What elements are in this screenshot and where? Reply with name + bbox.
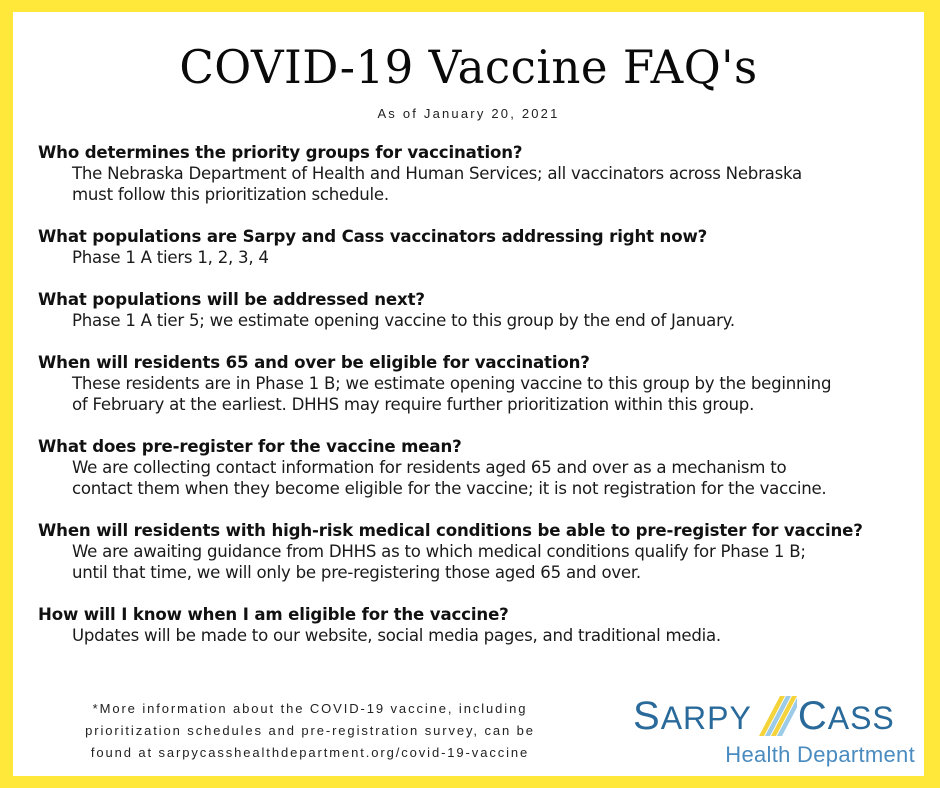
- answer-line: Phase 1 A tier 5; we estimate opening vaccine to this group by the end of January.: [72, 311, 735, 330]
- faq-answer: [38, 625, 918, 646]
- logo-word-sarpy: [633, 694, 752, 740]
- faq-question: What populations are Sarpy and Cass vaccinators addressing right now?: [38, 227, 708, 246]
- faq-item: [38, 226, 918, 268]
- answer-line: These residents are in Phase 1 B; we estimate opening vaccine to this group by the beginning: [72, 374, 832, 393]
- faq-answer: [38, 457, 918, 499]
- answer-line: The Nebraska Department of Health and Human Services; all vaccinators across Nebraska: [72, 164, 802, 183]
- answer-line: We are collecting contact information for residents aged 65 and over as a mechanism to: [72, 458, 787, 477]
- faq-item: [38, 352, 918, 415]
- faq-question: When will residents with high-risk medical conditions be able to pre-register for vaccine?: [38, 521, 863, 540]
- faq-question: What does pre-register for the vaccine mean?: [38, 437, 462, 456]
- as-of-date: As of January 20, 2021: [377, 106, 560, 121]
- faq-question: How will I know when I am eligible for the vaccine?: [38, 605, 509, 624]
- sarpy-cass-logo: [633, 692, 915, 772]
- double-slash-icon: [753, 696, 797, 736]
- faq-item: [38, 142, 918, 205]
- faq-question: When will residents 65 and over be eligible for vaccination?: [38, 353, 590, 372]
- answer-line: Updates will be made to our website, social media pages, and traditional media.: [72, 626, 721, 645]
- answer-line: contact them when they become eligible for the vaccine; it is not registration for the vaccine.: [72, 479, 827, 498]
- logo-subtitle: Health Department: [725, 742, 915, 767]
- more-info-note: [30, 698, 590, 764]
- answer-line: Phase 1 A tiers 1, 2, 3, 4: [72, 248, 269, 267]
- answer-line: We are awaiting guidance from DHHS as to which medical conditions qualify for Phase 1 B;: [72, 542, 806, 561]
- answer-line: must follow this prioritization schedule.: [72, 185, 389, 204]
- faq-question: What populations will be addressed next?: [38, 290, 425, 309]
- faq-item: [38, 604, 918, 646]
- logo-word-cass: [798, 694, 895, 740]
- faq-answer: [38, 541, 918, 583]
- logo-wordmark: [633, 694, 895, 740]
- faq-card: [13, 12, 924, 776]
- answer-line: of February at the earliest. DHHS may require further prioritization within this group.: [72, 395, 755, 414]
- logo-rest: ASS: [827, 700, 895, 736]
- logo-cap: S: [633, 694, 661, 738]
- logo-rest: ARPY: [660, 700, 752, 736]
- logo-cap: C: [797, 694, 828, 738]
- faq-question: Who determines the priority groups for vaccination?: [38, 143, 523, 162]
- faq-answer: [38, 373, 918, 415]
- faq-answer: [38, 310, 918, 331]
- answer-line: until that time, we will only be pre-registering those aged 65 and over.: [72, 563, 641, 582]
- note-line: prioritization schedules and pre-registration survey, can be: [85, 723, 535, 738]
- faq-item: [38, 289, 918, 331]
- page-title: COVID-19 Vaccine FAQ's: [179, 40, 758, 94]
- faq-answer: [38, 163, 918, 205]
- faq-list: [38, 142, 918, 667]
- faq-item: [38, 520, 918, 583]
- faq-item: [38, 436, 918, 499]
- note-line: *More information about the COVID-19 vaccine, including: [92, 701, 528, 716]
- faq-answer: [38, 247, 918, 268]
- note-line: found at sarpycasshealthdepartment.org/covid-19-vaccine: [90, 745, 530, 760]
